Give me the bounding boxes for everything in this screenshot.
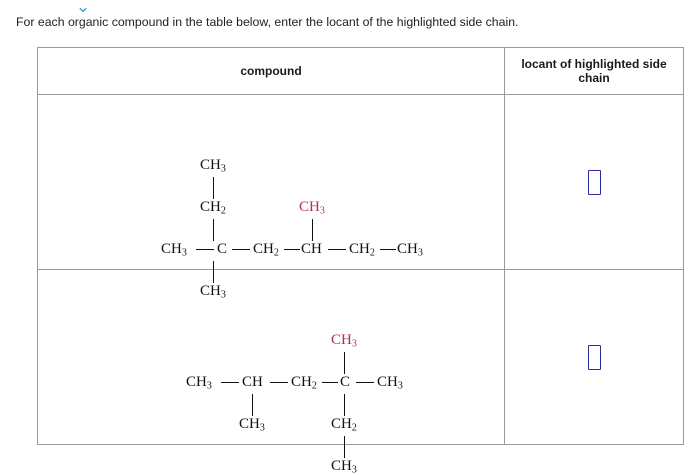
column-header-locant: locant of highlighted side chain	[505, 48, 684, 95]
table-row	[38, 95, 684, 270]
top-chevron-bar	[0, 0, 700, 14]
atom-label-r1-ch3-right: $CH_3$	[397, 241, 423, 259]
atom-label-r2-ch3-below-ch: $CH_3$	[239, 416, 265, 434]
structure-diagram-1	[56, 105, 486, 255]
chevron-down-icon: ⌄	[72, 0, 94, 16]
atom-label-r1-ch2-right: $CH_2$	[349, 241, 375, 259]
bond-horizontal	[380, 249, 396, 250]
atom-label-r1-ch3-bottom: $CH_3$	[200, 283, 226, 301]
table-header-row	[38, 48, 684, 95]
bond-vertical	[344, 352, 345, 374]
bond-horizontal	[270, 382, 288, 383]
bond-vertical	[312, 219, 313, 241]
locant-cell-1	[505, 95, 684, 270]
compound-table-container	[37, 47, 667, 445]
compound-table	[37, 47, 684, 445]
atom-label-r1-ch3-left: $CH_3$	[161, 241, 187, 259]
bond-horizontal	[356, 382, 374, 383]
atom-label-r1-ch: CH	[301, 241, 322, 258]
table-header	[38, 48, 684, 95]
compound-cell-1	[38, 95, 505, 270]
atom-label-r2-ch3-left: $CH_3$	[186, 374, 212, 392]
atom-label-r1-ch2: $CH_2$	[200, 199, 226, 217]
bond-horizontal	[221, 382, 239, 383]
bond-vertical	[344, 394, 345, 416]
bond-vertical	[213, 177, 214, 199]
table-body	[38, 95, 684, 445]
compound-cell-2	[38, 270, 505, 445]
locant-cell-2	[505, 270, 684, 445]
instruction-text: For each organic compound in the table below, enter the locant of the highlighted side chain.	[16, 14, 676, 30]
atom-label-r1-ch3-top: $CH_3$	[200, 157, 226, 175]
bond-vertical	[213, 219, 214, 241]
atom-label-r1-ch3-branch: $CH_3$	[299, 199, 325, 217]
atom-label-r2-c: C	[340, 374, 350, 391]
bond-vertical	[344, 436, 345, 458]
atom-label-r2-ch3-top: $CH_3$	[331, 332, 357, 350]
atom-label-r1-ch2-mid: $CH_2$	[253, 241, 279, 259]
atom-label-r2-ch2-below-c: $CH_2$	[331, 416, 357, 434]
locant-input-2[interactable]	[588, 345, 601, 370]
locant-input-1[interactable]	[588, 170, 601, 195]
table-row	[38, 270, 684, 445]
atom-label-r1-c: C	[217, 241, 227, 258]
bond-horizontal	[284, 249, 300, 250]
structure-diagram-2	[56, 280, 486, 430]
bond-vertical	[252, 394, 253, 416]
column-header-compound: compound	[38, 48, 505, 95]
atom-label-r2-ch3-bottom: $CH_3$	[331, 458, 357, 475]
atom-label-r2-ch3-right: $CH_3$	[377, 374, 403, 392]
atom-label-r2-ch2: $CH_2$	[291, 374, 317, 392]
bond-horizontal	[232, 249, 250, 250]
bond-horizontal	[328, 249, 346, 250]
atom-label-r2-ch: CH	[242, 374, 263, 391]
bond-horizontal	[196, 249, 214, 250]
bond-horizontal	[322, 382, 338, 383]
